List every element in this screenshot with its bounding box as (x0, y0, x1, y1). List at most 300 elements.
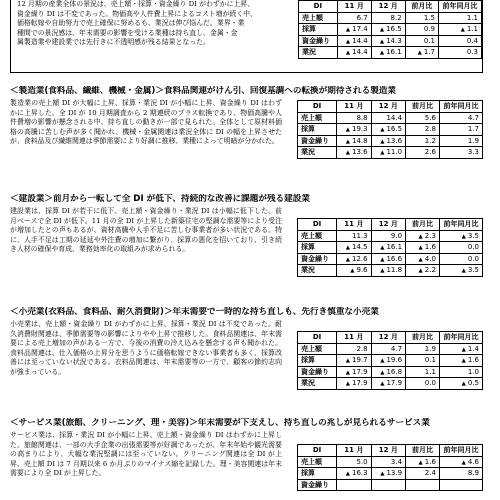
di-cell-m11 (337, 479, 371, 491)
di-value: 4.7 (467, 113, 479, 122)
di-cell-label (299, 35, 338, 47)
di-value: 0.4 (466, 36, 478, 45)
di-cell-mom (405, 47, 438, 59)
di-value: 1.7 (423, 48, 436, 57)
di-cell-m12 (371, 265, 405, 277)
minus-triangle-icon: ▲ (380, 471, 385, 478)
di-value: 4.6 (467, 457, 479, 466)
section-heading: ＜建設業＞前月から一転して全 DI が低下、持続的な改善に課題が残る建設業 (10, 194, 310, 204)
di-value: 1.2 (424, 136, 436, 145)
di-value: 1.6 (424, 243, 436, 252)
minus-triangle-icon: ▲ (461, 268, 466, 275)
di-cell-m11 (337, 24, 371, 36)
di-cell-label (298, 242, 337, 254)
di-value: 16.6 (386, 254, 403, 263)
summary-line: 12 月期の産業全体の景況は、売上額・採算・資金繰り DI がわずかに上昇、 (17, 0, 255, 8)
minus-triangle-icon: ▲ (418, 268, 423, 275)
di-cell-label (298, 445, 337, 457)
di-value: 11.8 (386, 266, 403, 275)
di-row (298, 355, 483, 367)
di-cell-mom (406, 101, 440, 113)
di-cell-m11 (337, 253, 371, 265)
di-value: 0.0 (424, 379, 436, 388)
di-value: DI (312, 220, 322, 229)
di-value: 14.8 (352, 136, 368, 145)
di-cell-label (298, 135, 337, 147)
di-value: 前月比 (411, 102, 433, 111)
di-cell-m12 (371, 332, 405, 344)
di-cell-m11 (337, 468, 371, 480)
di-value: 1.1 (424, 367, 436, 376)
di-row (298, 135, 483, 147)
di-value: 0.3 (466, 48, 478, 57)
di-value: 3.5 (467, 231, 479, 240)
di-cell-m11 (337, 147, 371, 159)
services-di-table (297, 444, 483, 491)
di-value: 14.5 (352, 243, 368, 252)
di-cell-mom (405, 12, 438, 24)
di-cell-m11 (337, 355, 371, 367)
di-cell-m12 (371, 1, 405, 13)
di-cell-label (298, 355, 337, 367)
di-value: 16.1 (386, 243, 403, 252)
di-cell-yoy (439, 147, 482, 159)
di-row (298, 456, 483, 468)
di-value: 5.0 (356, 457, 368, 466)
di-value: 採算 (301, 125, 315, 134)
manufacturing-di-table (297, 100, 483, 159)
di-cell-mom (406, 343, 440, 355)
di-cell-m11 (337, 242, 371, 254)
section-body: 建設業は、採算 DI が若干に低下、売上額・資金繰り・業況 DI は小幅に低下した。前月ベースで全 DI が低下。11 月の全 DI が上昇した新築住宅の堅調な需要等により受注が増加したとの声もあるが、資材高騰や人手不足に苦しむ事業者が多い状況である。特に、人手不足は工期の延延や外注費の増加に繋がり、採算の悪化を招いており、引き続き人材の確保や育成、業務効率化の取組みが求められる。 (10, 207, 282, 254)
di-cell-label (298, 378, 337, 390)
di-cell-m12 (371, 355, 405, 367)
di-cell-mom (406, 366, 440, 378)
di-value: 11 月 (344, 220, 364, 229)
di-value: 2.6 (424, 148, 436, 157)
di-value: 11 月 (344, 333, 364, 342)
di-value: 売上額 (301, 344, 322, 353)
di-value: 11.0 (386, 148, 403, 157)
di-value: 14.4 (386, 113, 403, 122)
section-body: 小売業は、売上額・資金繰り DI がわずかに上昇、採算・業況 DI は不変であった。耐久消費財関連は、季節需要等の影響によりやや上昇で推移した。食料品関連は、年末需要による売上増加の声がある一方で、今後の消費の冷え込みを懸念する声も聞かれた。食料品関連は、仕入価格の上昇分を思うように価格転嫁できない事業者も多く、採算改善には至っていない状況である。衣料品関連は、年末需要等の一方で、顧客の節約志向が強まっている。 (10, 320, 282, 376)
minus-triangle-icon: ▲ (380, 127, 385, 134)
di-row (299, 12, 482, 24)
di-cell-yoy (439, 219, 482, 231)
minus-triangle-icon: ▲ (461, 233, 466, 240)
di-cell-label (298, 112, 337, 124)
di-cell-m12 (371, 112, 405, 124)
di-value: 1.7 (467, 125, 479, 134)
di-cell-label (298, 265, 337, 277)
di-value: 12.6 (352, 254, 368, 263)
di-cell-mom (405, 35, 438, 47)
summary-box (10, 0, 483, 73)
di-cell-yoy (439, 242, 482, 254)
di-cell-m11 (337, 101, 371, 113)
di-value: 12 月 (378, 102, 398, 111)
di-value: 1.1 (466, 13, 478, 22)
di-cell-yoy (439, 112, 482, 124)
di-row (298, 343, 483, 355)
di-value: 0.0 (467, 254, 479, 263)
di-cell-label (298, 468, 337, 480)
di-value: 0.5 (467, 379, 479, 388)
di-value: 8.2 (390, 13, 402, 22)
minus-triangle-icon: ▲ (345, 358, 350, 365)
section-retail (10, 307, 483, 388)
di-row (298, 124, 483, 136)
di-value: 業況 (301, 379, 315, 388)
di-value: 13.6 (386, 136, 403, 145)
retail-di-table (297, 331, 483, 390)
di-cell-yoy (439, 12, 482, 24)
section-services (10, 418, 483, 489)
di-cell-label (299, 12, 338, 24)
di-value: 1.9 (424, 344, 436, 353)
minus-triangle-icon: ▲ (345, 27, 351, 34)
di-cell-mom (406, 378, 440, 390)
minus-triangle-icon: ▲ (380, 245, 385, 252)
minus-triangle-icon: ▲ (345, 245, 350, 252)
minus-triangle-icon: ▲ (460, 27, 465, 34)
di-cell-m12 (371, 378, 405, 390)
di-header-row (298, 219, 483, 231)
di-value: 5.6 (424, 113, 436, 122)
di-cell-label (298, 230, 337, 242)
di-cell-m12 (371, 242, 405, 254)
minus-triangle-icon: ▲ (345, 471, 350, 478)
summary-text (17, 0, 289, 48)
di-value: 4.0 (424, 254, 436, 263)
minus-triangle-icon: ▲ (345, 381, 350, 388)
minus-triangle-icon: ▲ (379, 27, 385, 34)
di-cell-mom (406, 332, 440, 344)
di-cell-m12 (371, 24, 405, 36)
minus-triangle-icon: ▲ (345, 150, 350, 157)
di-value: 16.5 (386, 125, 403, 134)
di-cell-yoy (439, 355, 482, 367)
di-value: 資金繰り (301, 367, 329, 376)
di-value: 資金繰り (302, 36, 330, 45)
di-value: 8.8 (356, 113, 368, 122)
di-value: 12 月 (378, 220, 398, 229)
section-heading: ＜サービス業(旅館、クリーニング、理・美容)＞年末需要が下支えし、持ち直しの兆しが見られるサービス業 (10, 418, 430, 428)
di-cell-m11 (337, 112, 371, 124)
di-cell-yoy (439, 124, 482, 136)
di-value: 16.8 (386, 367, 403, 376)
di-value: 1.4 (467, 344, 479, 353)
di-value: DI (312, 333, 322, 342)
di-value: 前年同月比 (443, 446, 479, 455)
di-cell-mom (406, 112, 440, 124)
di-cell-m11 (337, 366, 371, 378)
di-value: 17.9 (386, 379, 403, 388)
di-row (299, 47, 482, 59)
di-cell-label (298, 101, 337, 113)
di-cell-m12 (371, 468, 405, 480)
section-body: サービス業は、採算・業況 DI が小幅に上昇、売上額・資金繰り DI はわずかに上昇した。旅館関連は、一部の大手企業の出張需要等が好調であったが、年末年始や観光需要の高まりにより、大幅な業況堅調には至っていない。クリーニング関連は全 DI が上昇、売上額 DI は 7 月期以来 6 か月ぶりのマイナス縮を記録した。理・美容関連は年末需要により全 DI が上昇した。 (10, 431, 282, 478)
di-cell-yoy (439, 332, 482, 344)
di-cell-m12 (371, 253, 405, 265)
di-value: 12 月 (378, 2, 398, 11)
di-cell-m11 (337, 456, 371, 468)
di-value: 17.9 (352, 379, 368, 388)
di-cell-mom (406, 355, 440, 367)
di-cell-yoy (439, 1, 482, 13)
di-value: 資金繰り (301, 480, 329, 489)
di-value: 売上額 (301, 113, 322, 122)
di-cell-label (298, 332, 337, 344)
di-value: 3.4 (390, 457, 403, 466)
di-header-row (298, 445, 483, 457)
di-value: 前月比 (411, 2, 433, 11)
di-value: 売上額 (301, 231, 322, 240)
construction-di-table (297, 218, 483, 277)
di-cell-label (298, 253, 337, 265)
minus-triangle-icon: ▲ (461, 381, 466, 388)
section-construction (10, 194, 483, 275)
summary-di-table (298, 0, 482, 59)
minus-triangle-icon: ▲ (345, 369, 350, 376)
minus-triangle-icon: ▲ (418, 459, 423, 466)
di-cell-yoy (439, 135, 482, 147)
di-cell-label (298, 219, 337, 231)
di-cell-label (298, 343, 337, 355)
di-value: 売上額 (301, 457, 322, 466)
minus-triangle-icon: ▲ (380, 150, 385, 157)
di-cell-m11 (337, 332, 371, 344)
di-value: 1.5 (423, 13, 436, 22)
di-cell-mom (406, 265, 440, 277)
di-cell-m12 (371, 101, 405, 113)
di-row (298, 147, 483, 159)
di-value: 19.3 (352, 125, 368, 134)
di-value: 6.7 (356, 13, 368, 22)
minus-triangle-icon: ▲ (380, 268, 385, 275)
di-cell-yoy (439, 230, 482, 242)
di-header-row (298, 101, 483, 113)
di-value: 16.1 (386, 48, 402, 57)
summary-line: 価格転嫁や自助努力で売上確保に努めるも、業況は伸び悩んだ。業界・業 (17, 19, 245, 28)
di-cell-label (299, 1, 338, 13)
di-value: 0.1 (423, 36, 436, 45)
di-value: 11 月 (344, 446, 364, 455)
section-heading: ＜製造業(食料品、繊維、機械・金属)＞食料品関連がけん引、回復基調への転換が期待される製造業 (10, 86, 396, 96)
di-value: 前月比 (411, 333, 433, 342)
di-value: 前月比 (411, 446, 433, 455)
di-cell-m11 (337, 230, 371, 242)
di-cell-mom (406, 479, 440, 491)
di-cell-yoy (439, 101, 482, 113)
di-value: 0.0 (467, 243, 479, 252)
di-cell-mom (406, 253, 440, 265)
minus-triangle-icon: ▲ (461, 459, 466, 466)
di-cell-yoy (439, 479, 482, 491)
minus-triangle-icon: ▲ (345, 38, 351, 45)
di-cell-label (298, 366, 337, 378)
di-value: 12 月 (378, 446, 398, 455)
di-value: 資金繰り (301, 136, 329, 145)
di-value: 前年同月比 (443, 102, 479, 111)
di-row (299, 24, 482, 36)
di-value: 前月比 (411, 220, 433, 229)
di-value: 前年同月比 (442, 2, 478, 11)
di-value: 1.6 (467, 356, 479, 365)
di-cell-yoy (439, 24, 482, 36)
di-cell-m12 (371, 124, 405, 136)
di-value: 13.6 (352, 148, 368, 157)
di-value: 2.4 (424, 469, 436, 478)
di-value: 採算 (302, 25, 316, 34)
summary-line: 資金繰り DI は不変であった。物価高や人件費上昇によるコスト増が続く中、 (17, 9, 257, 18)
di-value: 19.6 (386, 356, 403, 365)
di-cell-mom (406, 147, 440, 159)
minus-triangle-icon: ▲ (345, 50, 351, 57)
di-cell-yoy (439, 265, 482, 277)
minus-triangle-icon: ▲ (418, 245, 423, 252)
di-value: 業況 (301, 148, 315, 157)
di-cell-m12 (371, 456, 405, 468)
di-value: 13.9 (386, 469, 403, 478)
di-cell-mom (405, 24, 438, 36)
minus-triangle-icon: ▲ (350, 268, 355, 275)
minus-triangle-icon: ▲ (380, 369, 385, 376)
minus-triangle-icon: ▲ (345, 256, 350, 263)
di-value: 2.8 (356, 344, 368, 353)
minus-triangle-icon: ▲ (379, 38, 385, 45)
minus-triangle-icon: ▲ (418, 256, 423, 263)
di-cell-m11 (337, 219, 371, 231)
di-cell-m12 (371, 35, 405, 47)
di-cell-label (299, 24, 338, 36)
di-value: 前年同月比 (443, 220, 479, 229)
di-value: 1.9 (467, 136, 479, 145)
di-cell-m12 (371, 135, 405, 147)
di-cell-m11 (337, 343, 371, 355)
di-value: 14.3 (386, 36, 402, 45)
di-cell-m11 (337, 12, 371, 24)
di-value: 12 月 (378, 333, 398, 342)
di-cell-mom (406, 445, 440, 457)
minus-triangle-icon: ▲ (418, 233, 423, 240)
di-value: 14.4 (352, 36, 368, 45)
di-value: 採算 (301, 469, 315, 478)
di-value: 3.3 (467, 148, 479, 157)
section-heading: ＜小売業(衣料品、食料品、耐久消費財)＞年末需要で一時的な持ち直しも、先行き慎重な小売業 (10, 307, 379, 317)
di-value: 0.1 (424, 356, 436, 365)
di-value: 1.1 (466, 25, 478, 34)
di-cell-mom (405, 1, 438, 13)
di-value: 前年同月比 (443, 333, 479, 342)
di-row (298, 366, 483, 378)
di-cell-m12 (371, 479, 405, 491)
di-cell-m11 (337, 1, 371, 13)
minus-triangle-icon: ▲ (380, 256, 385, 263)
minus-triangle-icon: ▲ (461, 358, 466, 365)
di-cell-m12 (371, 343, 405, 355)
di-value: 4.7 (390, 344, 403, 353)
di-value: 2.2 (424, 266, 436, 275)
di-row (298, 378, 483, 390)
di-cell-yoy (439, 343, 482, 355)
di-row (298, 479, 483, 491)
section-body: 製造業の売上額 DI が大幅に上昇、採算・業況 DI が小幅に上昇、資金繰り DI はわずかに上昇した。全 DI が 10 月期調査から 2 期連続のプラス転換であり、物価高騰や人件費増の影響が懸念される中、持ち直しの動きが一部で見られた。全体として原材料価格の高騰に苦しむ声が多く聞かれ、機械・金属関連は業況全体に DI の幅を上昇させたが、食料品及び繊維関連は季節需要により好調に推移、業種によって明暗が分かれた。 (10, 99, 282, 146)
di-cell-label (298, 124, 337, 136)
minus-triangle-icon: ▲ (461, 346, 466, 353)
di-value: 3.5 (467, 266, 479, 275)
di-cell-yoy (439, 366, 482, 378)
di-value: 17.9 (352, 367, 368, 376)
di-value: 9.6 (356, 266, 368, 275)
di-cell-m12 (371, 47, 405, 59)
minus-triangle-icon: ▲ (380, 138, 385, 145)
di-cell-mom (406, 242, 440, 254)
di-value: 11.3 (352, 231, 368, 240)
di-value: 11 月 (344, 102, 364, 111)
di-cell-label (298, 456, 337, 468)
di-row (298, 242, 483, 254)
di-cell-yoy (439, 253, 482, 265)
di-cell-m11 (337, 124, 371, 136)
di-value: DI (312, 102, 322, 111)
di-cell-yoy (439, 47, 482, 59)
di-cell-m12 (371, 12, 405, 24)
di-value: 2.8 (424, 125, 436, 134)
di-value: 採算 (301, 356, 315, 365)
di-cell-yoy (439, 468, 482, 480)
di-cell-yoy (439, 456, 482, 468)
di-row (298, 112, 483, 124)
di-value: DI (312, 446, 322, 455)
di-cell-m12 (371, 219, 405, 231)
section-manufacturing (10, 86, 483, 157)
di-cell-yoy (439, 445, 482, 457)
summary-line: 種間での景況感は、年末需要の影響を受ける業種は持ち直し、金属・金 (17, 28, 238, 37)
di-row (299, 35, 482, 47)
di-cell-mom (406, 456, 440, 468)
di-cell-m12 (371, 366, 405, 378)
di-value: 17.4 (352, 25, 368, 34)
di-value: 16.3 (352, 469, 368, 478)
di-cell-mom (406, 219, 440, 231)
di-header-row (299, 1, 482, 13)
di-cell-m12 (371, 147, 405, 159)
di-cell-m11 (337, 47, 371, 59)
di-value: 業況 (302, 48, 316, 57)
di-value: 資金繰り (301, 254, 329, 263)
minus-triangle-icon: ▲ (345, 127, 350, 134)
di-cell-yoy (439, 378, 482, 390)
minus-triangle-icon: ▲ (379, 50, 385, 57)
di-cell-mom (406, 135, 440, 147)
minus-triangle-icon: ▲ (345, 138, 350, 145)
di-value: 1.0 (467, 367, 479, 376)
di-value: 9.0 (390, 231, 403, 240)
summary-line: 属製造業や建設業では先行きに不透明感が残る結果となった。 (17, 38, 210, 47)
di-cell-mom (406, 468, 440, 480)
di-row (298, 253, 483, 265)
di-value: DI (313, 2, 323, 11)
di-cell-label (298, 479, 337, 491)
di-cell-label (298, 147, 337, 159)
di-value: 19.7 (352, 356, 368, 365)
di-value: 1.6 (424, 457, 436, 466)
di-value: 採算 (301, 243, 315, 252)
di-cell-label (299, 47, 338, 59)
di-value: 2.3 (424, 231, 436, 240)
minus-triangle-icon: ▲ (380, 358, 385, 365)
